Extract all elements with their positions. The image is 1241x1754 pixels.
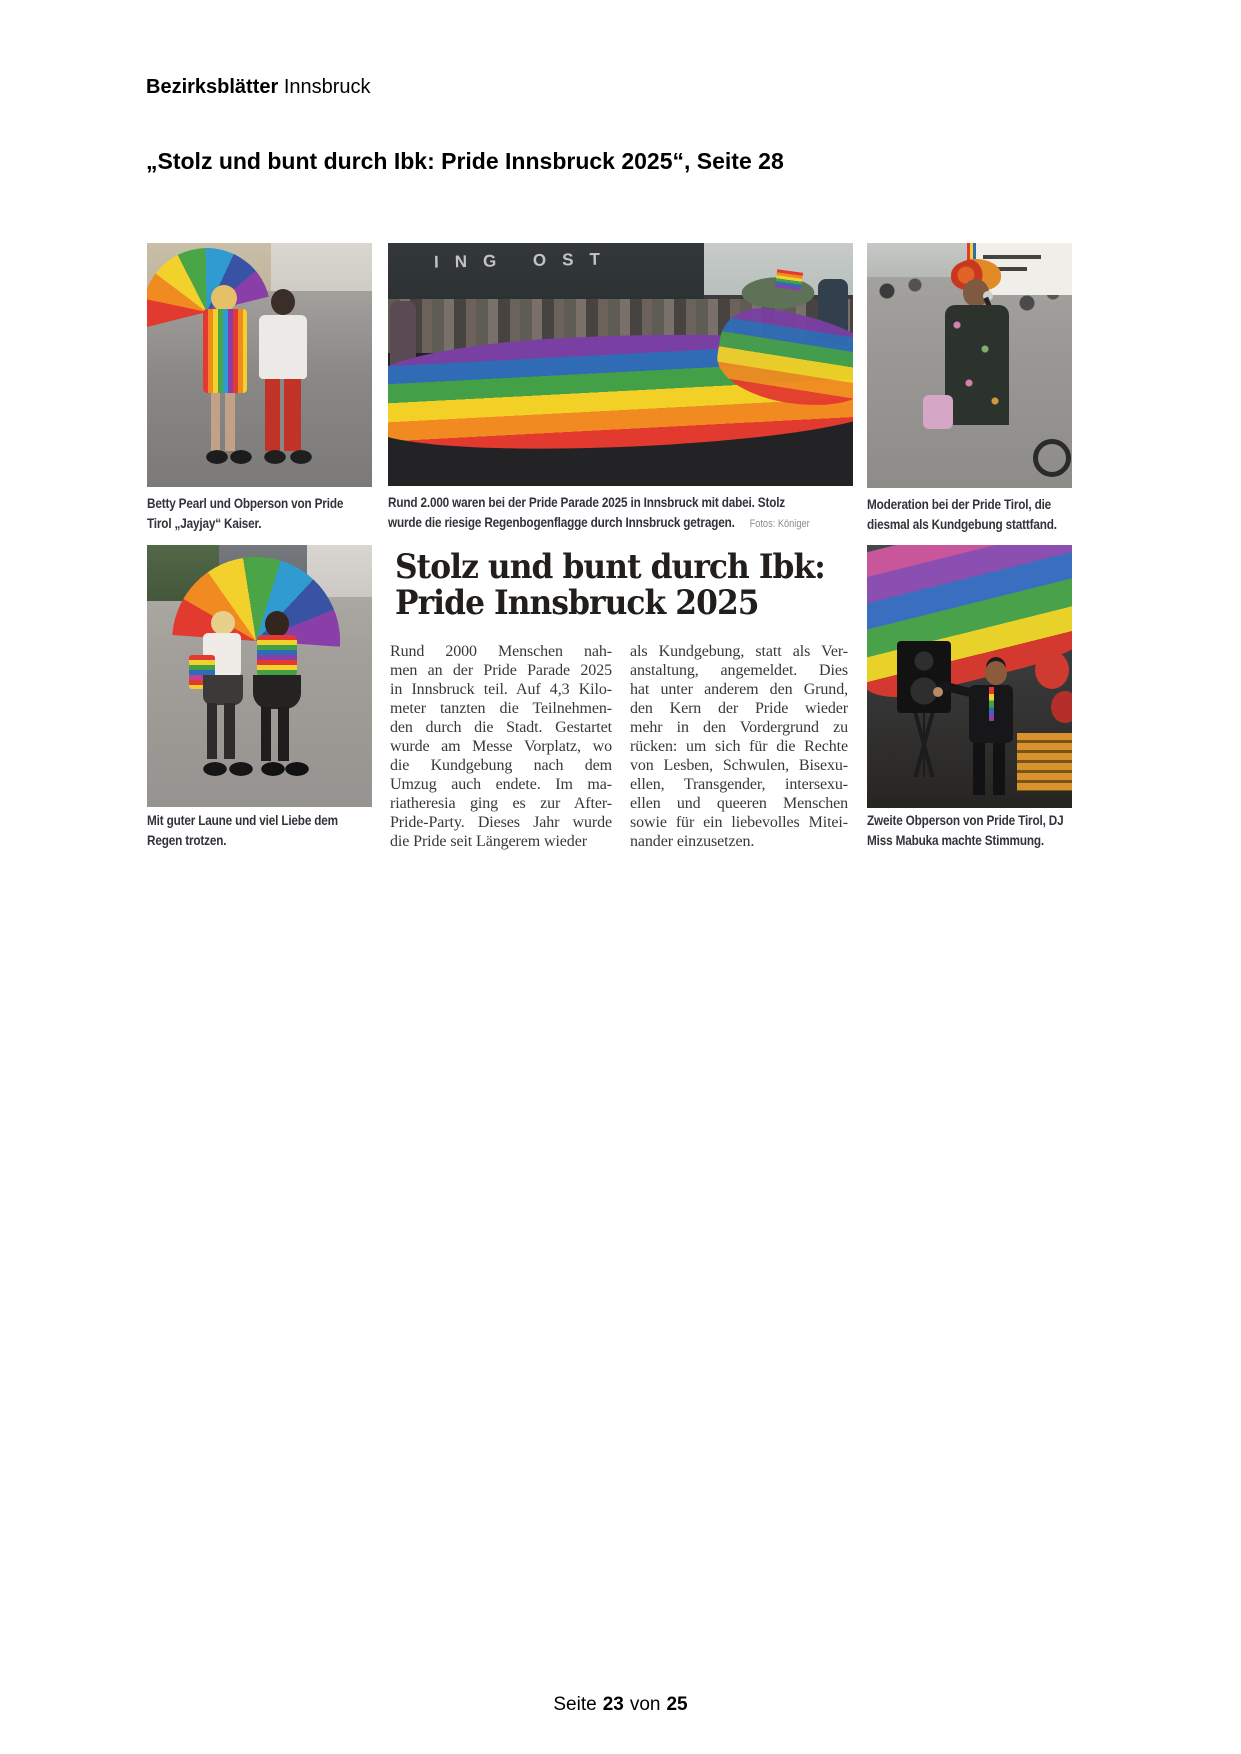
black-shirt-rainbow-lanyard-shape [969, 685, 1013, 743]
publication-name: Bezirksblätter [146, 76, 279, 98]
person-head-shape [211, 285, 237, 311]
body-text-line: von Lesben, Schwulen, Bisexu- [630, 757, 848, 774]
headline-line: Pride Innsbruck 2025 [395, 583, 759, 623]
photo-moderation [867, 243, 1072, 488]
amber-slats-shape [1017, 733, 1072, 791]
publication-region: Innsbruck [283, 76, 371, 98]
caption-line: Moderation bei der Pride Tirol, die [867, 496, 1052, 512]
body-text-line: mehr in den Vordergrund zu [630, 719, 848, 736]
page-footer [0, 1694, 1241, 1716]
photo-umbrella-pair [147, 545, 372, 807]
body-text-line: Pride-Party. Dieses Jahr wurde [390, 814, 612, 831]
person-head-shape [271, 289, 295, 315]
newspaper-clipping [147, 243, 1072, 863]
body-text-line: die Kundgebung nach dem [390, 757, 612, 774]
article-column-left [390, 642, 612, 851]
photo-caption-umbrella-pair [147, 810, 338, 850]
photo-caption-betty [147, 493, 343, 533]
red-balloon-shape [1051, 691, 1072, 723]
body-text-line: riatheresia ging es zur After- [390, 795, 612, 812]
caption-line: diesmal als Kundgebung stattfand. [867, 516, 1057, 532]
stroller-wheel-shape [1033, 439, 1071, 477]
body-text-line: Rund 2000 Menschen nah- [390, 643, 612, 660]
photo-caption-dj [867, 810, 1063, 850]
body-text-line: in Innsbruck teil. Auf 4,3 Kilo- [390, 681, 612, 698]
person-legs-shape [261, 707, 289, 761]
shoes-shape [199, 761, 309, 777]
article-column-right [630, 642, 848, 851]
body-text-line: die Pride seit Längerem wieder [390, 833, 587, 850]
body-text-line: rücken: um sich für die Rechte [630, 738, 848, 755]
person-legs-shape [207, 703, 235, 759]
body-text-line: den durch die Stadt. Gestartet [390, 719, 612, 736]
caption-line [388, 512, 810, 534]
white-jacket-shape [259, 315, 307, 379]
person-legs-shape [211, 393, 235, 451]
caption-line: Rund 2.000 waren bei der Pride Parade 2025 in Innsbruck mit dabei. Stolz [388, 494, 786, 510]
body-text-line: sowie für ein liebevolles Mitei- [630, 814, 848, 831]
headline-line: Stolz und bunt durch Ibk: [395, 547, 825, 587]
person-hand-shape [933, 687, 943, 697]
person-head-shape [265, 611, 289, 637]
page-title: „Stolz und bunt durch Ibk: Pride Innsbruck 2025“, Seite 28 [146, 148, 784, 174]
red-pants-shape [265, 379, 301, 451]
footer-total-pages: 25 [666, 1694, 688, 1715]
body-text-line: Umzug auch endete. Im ma- [390, 776, 612, 793]
caption-line: Zweite Obperson von Pride Tirol, DJ [867, 812, 1064, 828]
floral-outfit-shape [945, 305, 1009, 425]
person-head-shape [985, 661, 1007, 685]
footer-page-label: Seite [553, 1694, 597, 1715]
shoes-shape [203, 449, 313, 465]
body-text-line: men an der Pride Parade 2025 [390, 662, 612, 679]
body-text-line: hat unter anderem den Grund, [630, 681, 848, 698]
article-headline [395, 549, 825, 621]
caption-text: wurde die riesige Regenbogenflagge durch Innsbruck getragen. [388, 514, 735, 530]
footer-of-label: von [629, 1694, 661, 1715]
body-text-line: wurde am Messe Vorplatz, wo [390, 738, 612, 755]
building-sign-text: ING OST [433, 249, 617, 272]
rainbow-umbrella-shape [172, 551, 345, 647]
document-header [146, 76, 371, 99]
skirt-shape [203, 675, 243, 705]
caption-line: Regen trotzen. [147, 832, 227, 848]
speaker-shape [897, 641, 951, 713]
photo-credit: Fotos: Königer [749, 518, 810, 530]
caption-line: Tirol „Jayjay“ Kaiser. [147, 515, 262, 531]
body-text-line: meter tanzten die Teilnehmen- [390, 700, 612, 717]
photo-betty-pearl [147, 243, 372, 487]
body-text-line: ellen, Transgender, intersexu- [630, 776, 848, 793]
body-text-line: anstaltung, angemeldet. Dies [630, 662, 848, 679]
caption-line: Betty Pearl und Obperson von Pride [147, 495, 344, 511]
body-text-line: nander einzusetzen. [630, 833, 755, 850]
caption-line: Miss Mabuka machte Stimmung. [867, 832, 1044, 848]
footer-current-page: 23 [602, 1694, 624, 1715]
photo-dj-miss-mabuka [867, 545, 1072, 808]
black-skirt-shape [253, 675, 301, 709]
person-legs-shape [973, 743, 1005, 795]
rainbow-top-shape [257, 635, 297, 677]
small-rainbow-flag-shape [775, 269, 803, 290]
photo-caption-parade [388, 492, 810, 534]
photo-parade-rainbow-flag [388, 243, 853, 486]
body-text-line: als Kundgebung, statt als Ver- [630, 643, 848, 660]
caption-line: Mit guter Laune und viel Liebe dem [147, 812, 338, 828]
rainbow-dress-shape [203, 309, 247, 393]
red-balloon-shape [1035, 651, 1069, 689]
person-head-shape [211, 611, 235, 635]
photo-caption-moderation [867, 494, 1057, 534]
body-text-line: ellen und queeren Menschen [630, 795, 848, 812]
pink-bag-shape [923, 395, 953, 429]
body-text-line: den Kern der Pride wieder [630, 700, 848, 717]
speaker-tripod-shape [903, 713, 945, 777]
